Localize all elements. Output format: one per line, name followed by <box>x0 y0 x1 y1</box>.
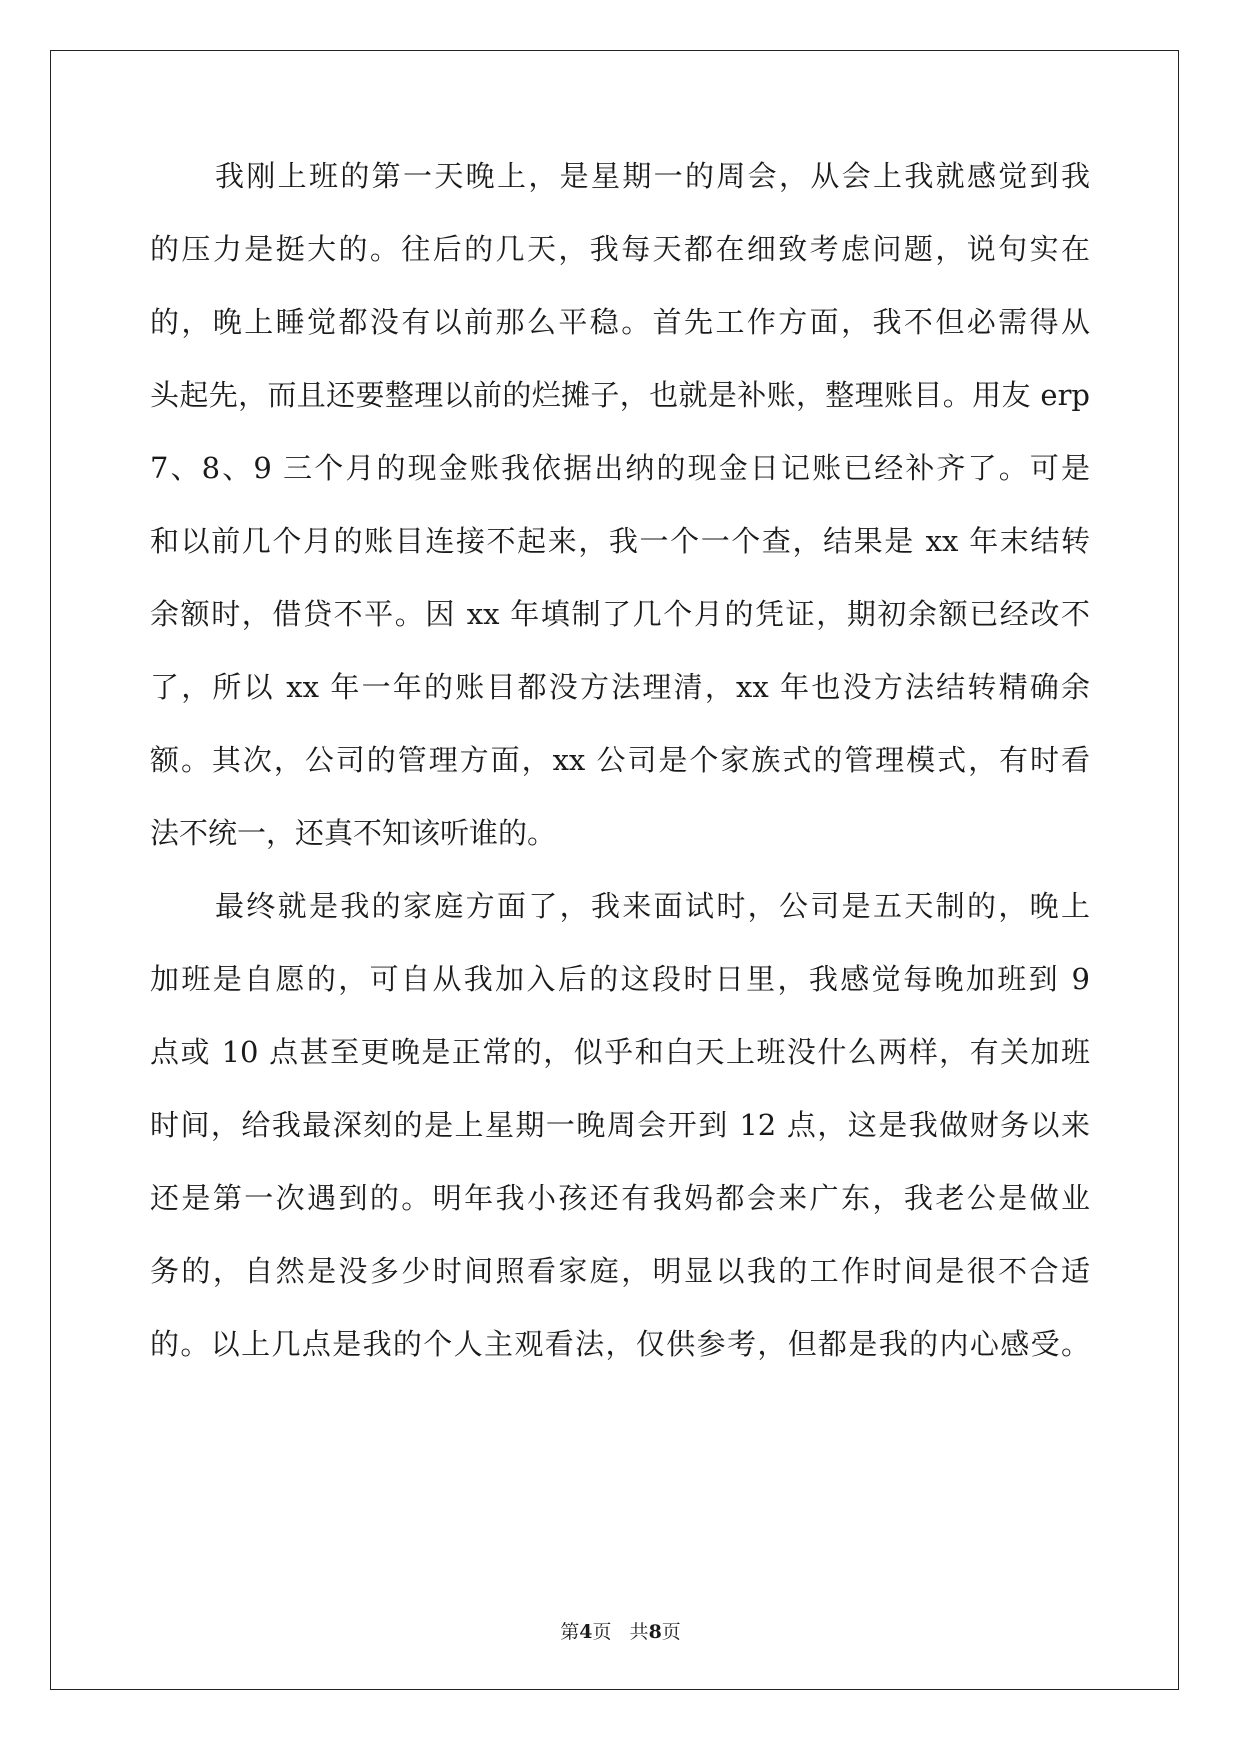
paragraph-2-line-2: 加班是自愿的，可自从我加入后的这段时日里，我感觉每晚加班到 9 <box>150 962 1090 996</box>
footer-mid: 页 共 <box>592 1621 649 1643</box>
paragraph-1-line-3: 的，晚上睡觉都没有以前那么平稳。首先工作方面，我不但必需得从 <box>150 305 1090 339</box>
paragraph-2-line-3: 点或 10 点甚至更晚是正常的，似乎和白天上班没什么两样，有关加班 <box>150 1035 1090 1069</box>
page-border <box>50 50 1179 1690</box>
paragraph-1-line-2: 的压力是挺大的。往后的几天，我每天都在细致考虑问题，说句实在 <box>150 232 1090 266</box>
paragraph-1-line-10: 法不统一，还真不知该听谁的。 <box>150 816 557 850</box>
paragraph-2-line-5: 还是第一次遇到的。明年我小孩还有我妈都会来广东，我老公是做业 <box>150 1181 1090 1215</box>
footer-prefix: 第 <box>560 1621 580 1643</box>
paragraph-1-line-9: 额。其次，公司的管理方面，xx 公司是个家族式的管理模式，有时看 <box>150 743 1090 777</box>
current-page-number: 4 <box>579 1621 593 1643</box>
paragraph-2-line-1: 最终就是我的家庭方面了，我来面试时，公司是五天制的，晚上 <box>215 889 1090 923</box>
paragraph-1-line-6: 和以前几个月的账目连接不起来，我一个一个查，结果是 xx 年末结转 <box>150 524 1090 558</box>
footer-suffix: 页 <box>661 1621 681 1643</box>
paragraph-1-line-7: 余额时，借贷不平。因 xx 年填制了几个月的凭证，期初余额已经改不 <box>150 597 1090 631</box>
paragraph-1-line-1: 我刚上班的第一天晚上，是星期一的周会，从会上我就感觉到我 <box>215 159 1090 193</box>
paragraph-1-line-4: 头起先，而且还要整理以前的烂摊子，也就是补账，整理账目。用友 erp <box>150 378 1090 412</box>
paragraph-2-line-4: 时间，给我最深刻的是上星期一晚周会开到 12 点，这是我做财务以来 <box>150 1108 1090 1142</box>
total-page-number: 8 <box>648 1621 662 1643</box>
page-footer <box>0 1617 1241 1644</box>
paragraph-2-line-7: 的。以上几点是我的个人主观看法，仅供参考，但都是我的内心感受。 <box>150 1327 1090 1361</box>
paragraph-2-line-6: 务的，自然是没多少时间照看家庭，明显以我的工作时间是很不合适 <box>150 1254 1090 1288</box>
paragraph-1-line-5: 7、8、9 三个月的现金账我依据出纳的现金日记账已经补齐了。可是 <box>150 451 1090 485</box>
paragraph-1-line-8: 了，所以 xx 年一年的账目都没方法理清，xx 年也没方法结转精确余 <box>150 670 1090 704</box>
